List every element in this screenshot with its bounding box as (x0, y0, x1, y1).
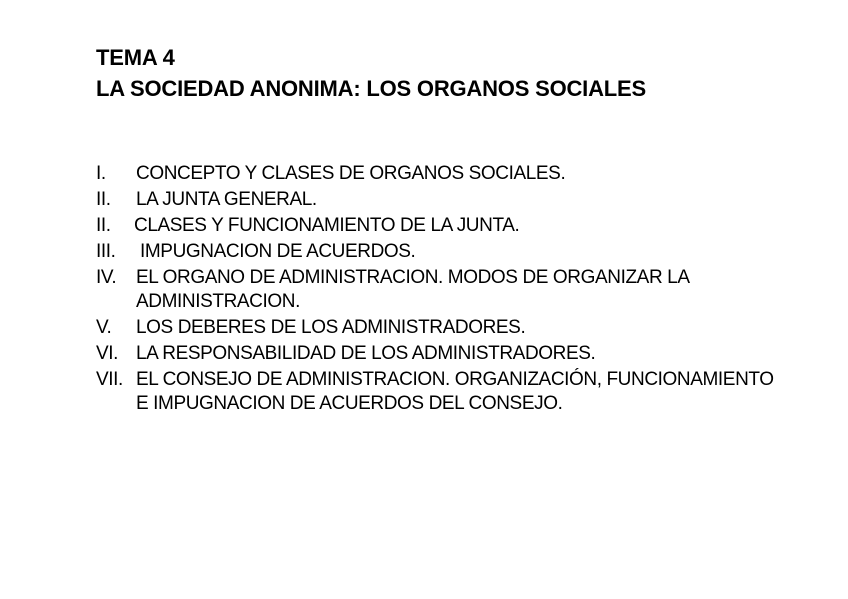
outline-item (96, 162, 786, 186)
outline-item-text: LA JUNTA GENERAL. (136, 189, 317, 210)
outline-item (96, 368, 786, 416)
outline-item-text: EL ORGANO DE ADMINISTRACION. MODOS DE ORGANIZAR LA ADMINISTRACION. (136, 267, 689, 312)
title-line-1: TEMA 4 (96, 45, 175, 70)
outline-item-text: CONCEPTO Y CLASES DE ORGANOS SOCIALES. (136, 163, 566, 184)
outline-item-number: V. (96, 317, 112, 338)
outline-item-number: IV. (96, 267, 117, 288)
outline-item-number: VI. (96, 343, 119, 364)
outline-item (96, 240, 786, 264)
title-line-2: LA SOCIEDAD ANONIMA: LOS ORGANOS SOCIALES (96, 76, 646, 101)
outline-item (96, 316, 786, 340)
outline-item-text: LOS DEBERES DE LOS ADMINISTRADORES. (136, 317, 526, 338)
outline-item-number: I. (96, 163, 106, 184)
page-title (96, 42, 646, 104)
topic-outline (96, 162, 786, 418)
outline-item-text: LA RESPONSABILIDAD DE LOS ADMINISTRADORES. (136, 343, 596, 364)
outline-item-text: IMPUGNACION DE ACUERDOS. (140, 241, 416, 262)
outline-item-number: III. (96, 241, 116, 262)
outline-item-number: VII. (96, 369, 123, 390)
outline-item-number: II. (96, 215, 111, 236)
outline-item-number: II. (96, 189, 111, 210)
outline-item (96, 342, 786, 366)
outline-item (96, 188, 786, 212)
outline-item (96, 266, 786, 314)
outline-item-text: EL CONSEJO DE ADMINISTRACION. ORGANIZACIÓN, FUNCIONAMIENTO E IMPUGNACION DE ACUERDOS DEL CONSEJO. (136, 369, 774, 414)
outline-item-text: CLASES Y FUNCIONAMIENTO DE LA JUNTA. (134, 215, 520, 236)
outline-item (96, 214, 786, 238)
